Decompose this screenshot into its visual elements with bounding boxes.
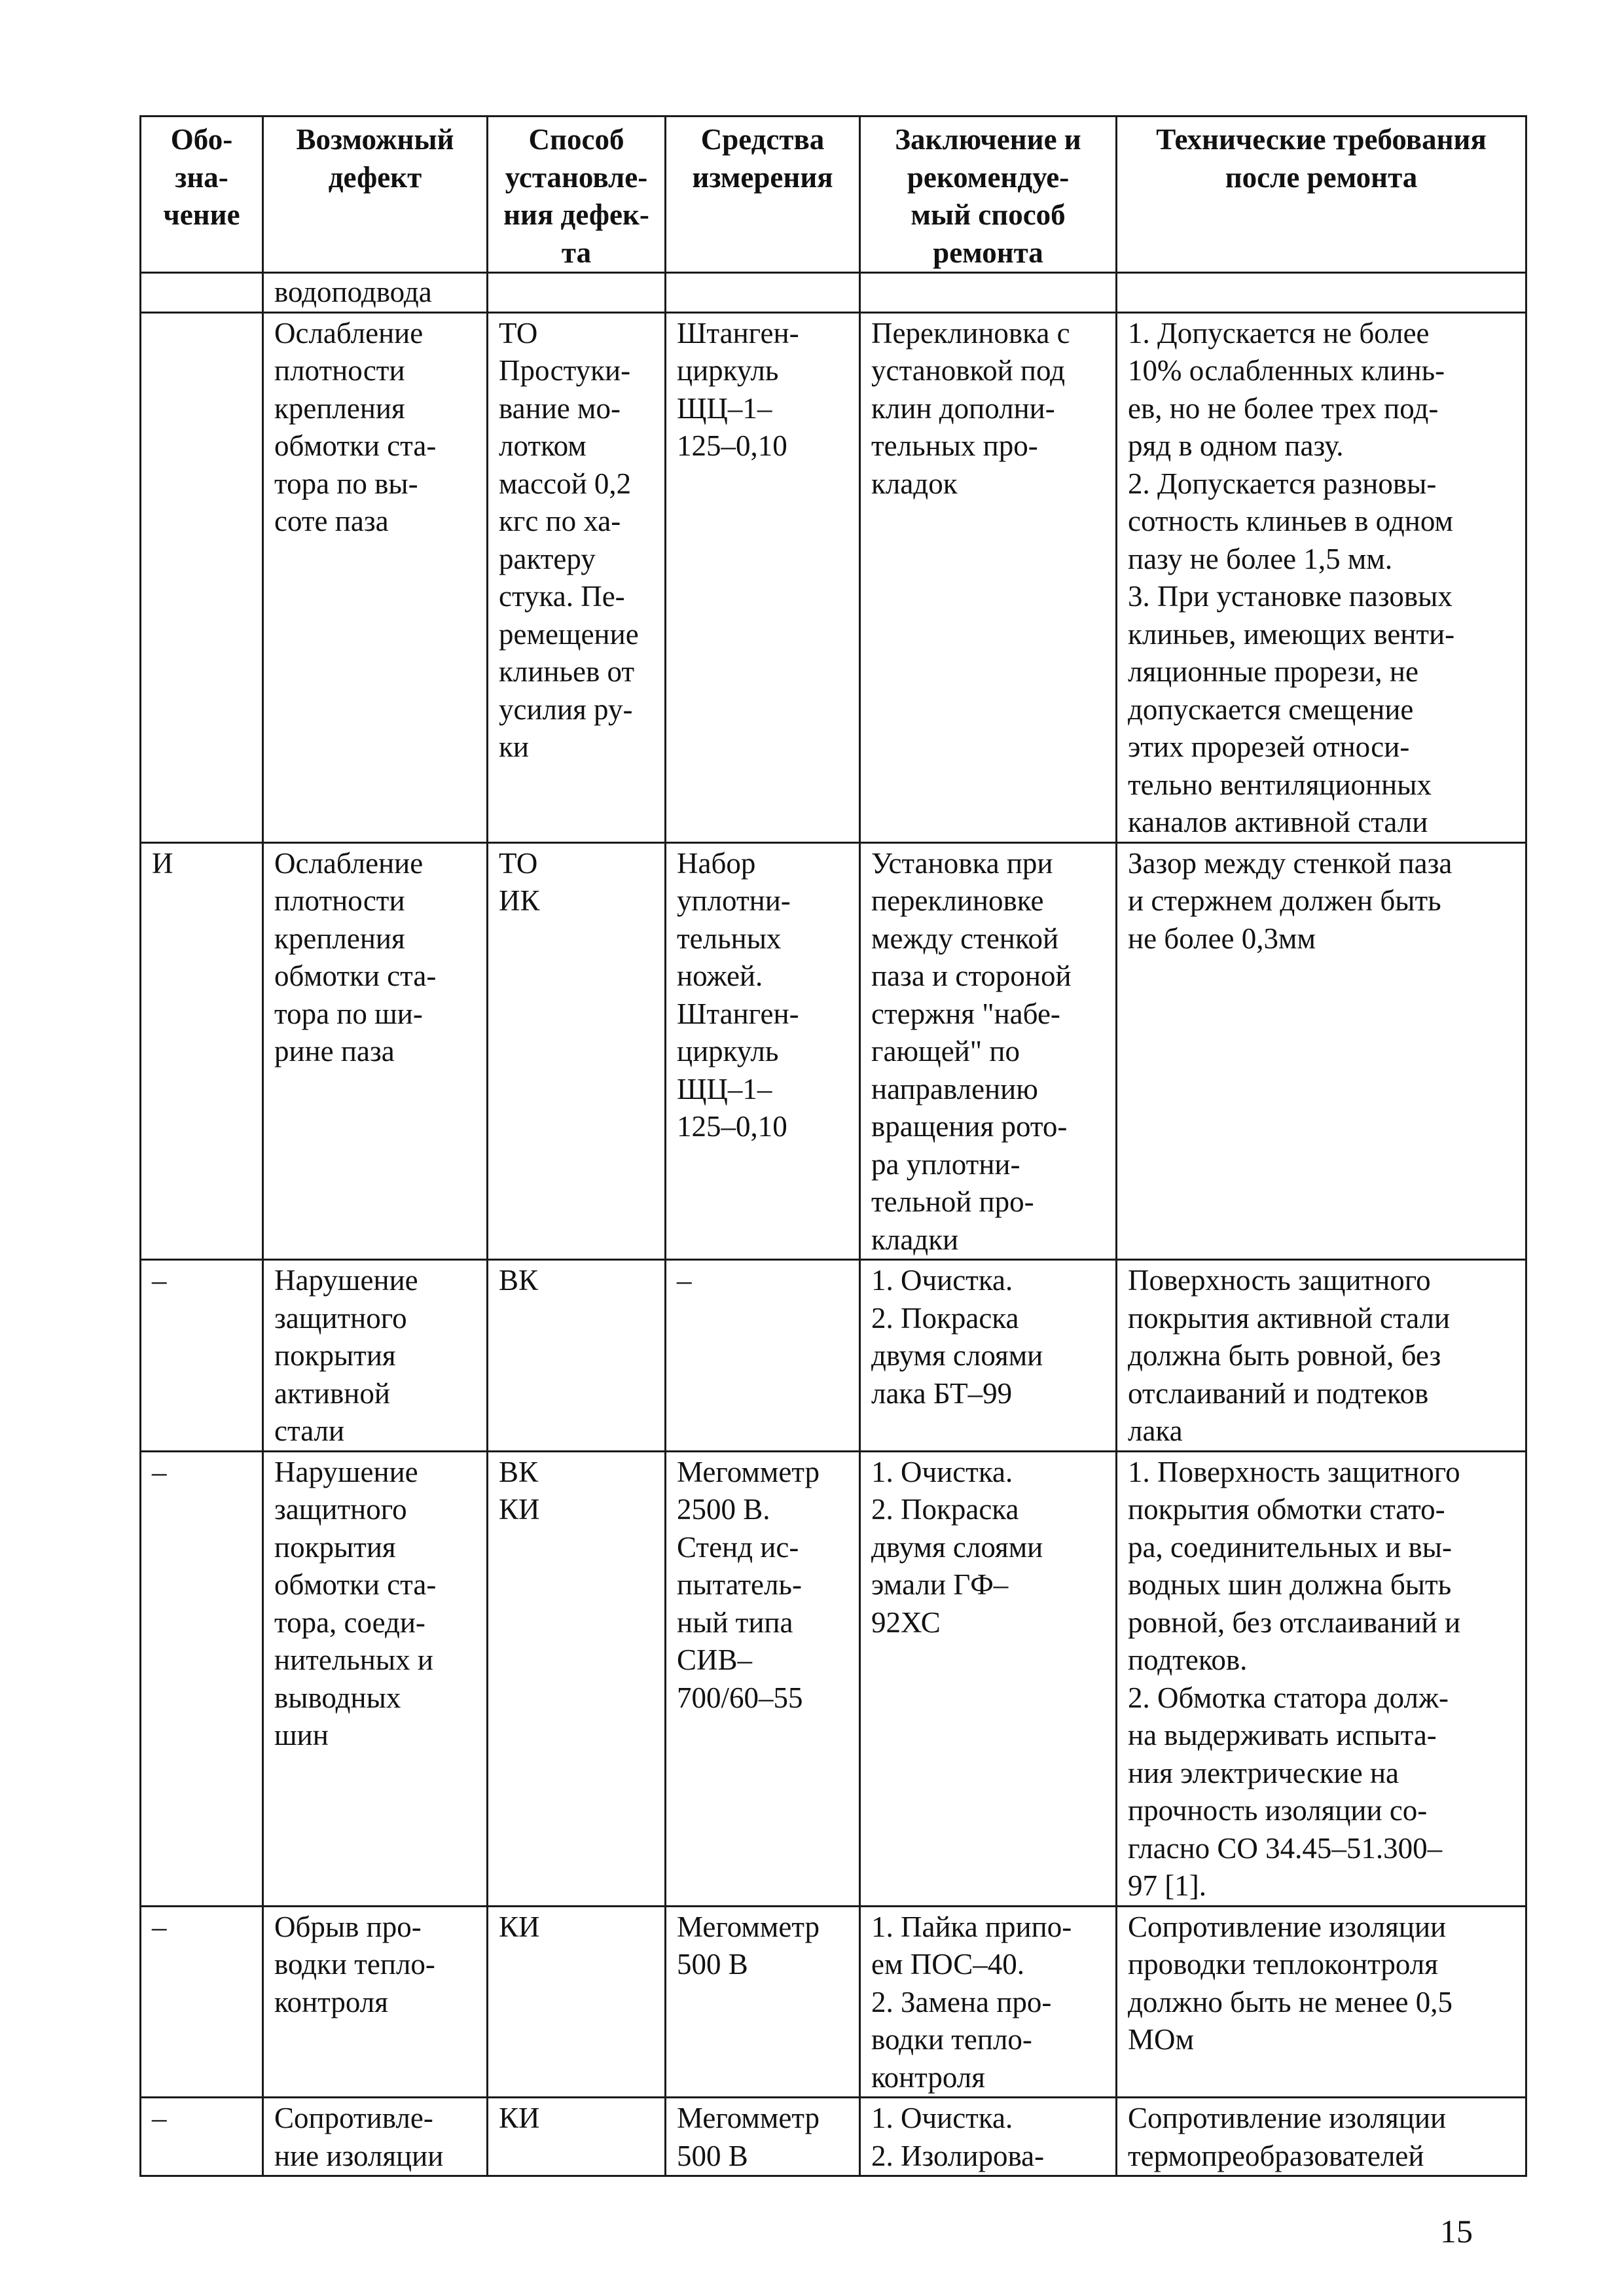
table-header-row [141, 117, 1526, 273]
header-designation: Обо- зна- чение [141, 117, 263, 273]
cell-method: КИ [488, 1906, 666, 2098]
table-row-continuation [141, 273, 1526, 313]
cell-defect: Ослабление плотности крепления обмотки ста- тора по ши- рине паза [263, 842, 488, 1260]
cell-requirements: Поверхность защитного покрытия активной стали должна быть ровной, без отслаиваний и подтеков лака [1117, 1260, 1526, 1452]
cell-tools: Штанген- циркуль ЩЦ–1– 125–0,10 [666, 312, 860, 842]
table-row [141, 312, 1526, 842]
cell-defect: Нарушение защитного покрытия обмотки ста- тора, соеди- нительных и выводных шин [263, 1451, 488, 1906]
cell-defect: Сопротивле- ние изоляции [263, 2098, 488, 2176]
cell-repair: 1. Пайка припо- ем ПОС–40. 2. Замена про- водки тепло- контроля [860, 1906, 1117, 2098]
cell-repair: 1. Очистка. 2. Покраска двумя слоями лака БТ–99 [860, 1260, 1117, 1452]
header-measuring-tools: Средства измерения [666, 117, 860, 273]
cell-repair [860, 273, 1117, 313]
cell-designation [141, 273, 263, 313]
cell-tools: Мегомметр 500 В [666, 1906, 860, 2098]
cell-designation: И [141, 842, 263, 1260]
cell-method [488, 273, 666, 313]
cell-repair: 1. Очистка. 2. Покраска двумя слоями эмали ГФ– 92ХС [860, 1451, 1117, 1906]
cell-requirements: 1. Допускается не более 10% ослабленных клинь- ев, но не более трех под- ряд в одном пазу. 2. Допускается разновы- сотность клиньев в одном пазу не более 1,5 мм. 3. При установке пазовых клиньев, имеющих венти- ляционные прорези, не допускается смещение этих прорезей относи- тельно вентиляционных каналов активной стали [1117, 312, 1526, 842]
cell-defect: Обрыв про- водки тепло- контроля [263, 1906, 488, 2098]
table-row [141, 1451, 1526, 1906]
cell-method: ВК [488, 1260, 666, 1452]
cell-designation: – [141, 1260, 263, 1452]
cell-repair: Установка при переклиновке между стенкой паза и стороной стержня "набе- гающей" по направлению вращения рото- ра уплотни- тельной про- кладки [860, 842, 1117, 1260]
cell-defect: водоподвода [263, 273, 488, 313]
cell-method: ТО ИК [488, 842, 666, 1260]
table-row [141, 842, 1526, 1260]
cell-tools: Мегомметр 2500 В. Стенд ис- пытатель- ный типа СИВ– 700/60–55 [666, 1451, 860, 1906]
cell-method: ТО Простуки- вание мо- лотком массой 0,2 кгс по ха- рактеру стука. Пе- ремещение клиньев от усилия ру- ки [488, 312, 666, 842]
cell-designation: – [141, 1906, 263, 2098]
cell-method: ВК КИ [488, 1451, 666, 1906]
cell-tools: Набор уплотни- тельных ножей. Штанген- циркуль ЩЦ–1– 125–0,10 [666, 842, 860, 1260]
cell-repair: 1. Очистка. 2. Изолирова- [860, 2098, 1117, 2176]
cell-requirements: Зазор между стенкой паза и стержнем должен быть не более 0,3мм [1117, 842, 1526, 1260]
cell-requirements: Сопротивление изоляции термопреобразователей [1117, 2098, 1526, 2176]
cell-repair: Переклиновка с установкой под клин дополни- тельных про- кладок [860, 312, 1117, 842]
header-defect: Возможный дефект [263, 117, 488, 273]
cell-requirements: 1. Поверхность защитного покрытия обмотки стато- ра, соединительных и вы- водных шин должна быть ровной, без отслаиваний и подтеков. 2. Обмотка статора долж- на выдерживать испыта- ния электрические на прочность изоляции со- гласно СО 34.45–51.300– 97 [1]. [1117, 1451, 1526, 1906]
cell-tools: – [666, 1260, 860, 1452]
table-row [141, 2098, 1526, 2176]
cell-requirements [1117, 273, 1526, 313]
page-number: 15 [1440, 2213, 1473, 2250]
cell-designation: – [141, 2098, 263, 2176]
header-technical-requirements: Технические требования после ремонта [1117, 117, 1526, 273]
cell-tools [666, 273, 860, 313]
cell-defect: Нарушение защитного покрытия активной стали [263, 1260, 488, 1452]
header-detection-method: Способ установле- ния дефек- та [488, 117, 666, 273]
cell-method: КИ [488, 2098, 666, 2176]
header-repair-method: Заключение и рекомендуе- мый способ ремонта [860, 117, 1117, 273]
table-row [141, 1260, 1526, 1452]
cell-designation: – [141, 1451, 263, 1906]
table-row [141, 1906, 1526, 2098]
cell-requirements: Сопротивление изоляции проводки теплоконтроля должно быть не менее 0,5 МОм [1117, 1906, 1526, 2098]
cell-tools: Мегомметр 500 В [666, 2098, 860, 2176]
cell-defect: Ослабление плотности крепления обмотки ста- тора по вы- соте паза [263, 312, 488, 842]
cell-designation [141, 312, 263, 842]
defects-table [139, 115, 1527, 2177]
